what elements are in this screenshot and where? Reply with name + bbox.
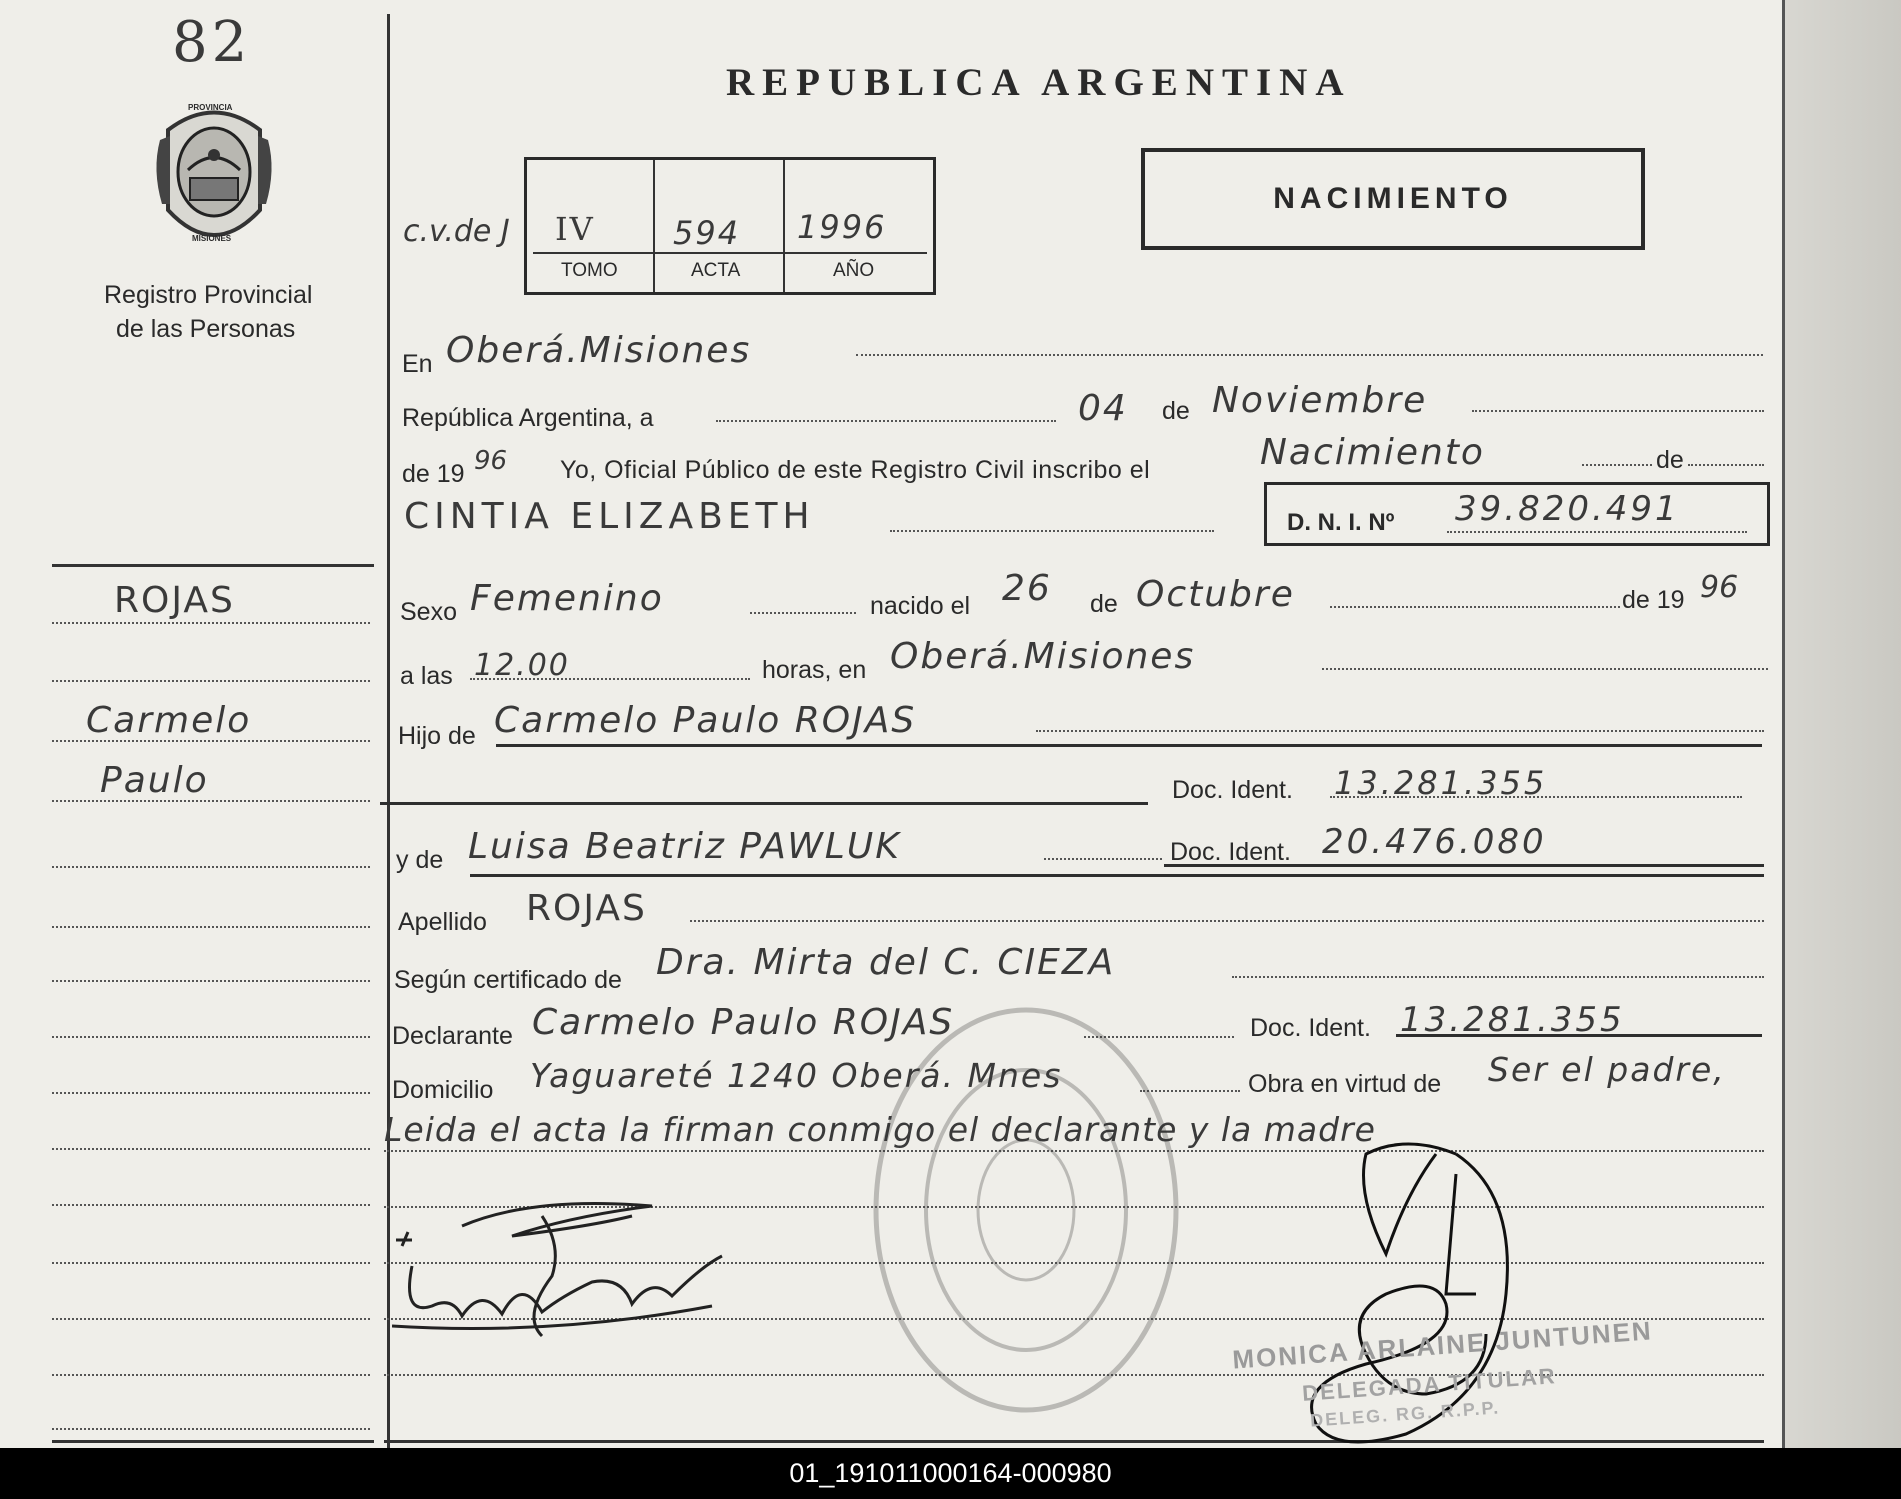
official-stamp-line3: DELEG. RG. R.P.P. <box>1309 1397 1501 1431</box>
margin-second-name: Paulo <box>100 760 209 801</box>
value-month: Noviembre <box>1212 380 1428 421</box>
value-mother-doc: 20.476.080 <box>1322 822 1547 862</box>
label-de-2: de <box>1656 446 1684 474</box>
value-name: CINTIA ELIZABETH <box>404 496 815 537</box>
label-doc-ident-1: Doc. Ident. <box>1172 776 1293 804</box>
ano-label: AÑO <box>833 260 875 281</box>
signature-mother-icon <box>392 1186 772 1346</box>
value-birth-day: 26 <box>1002 568 1052 609</box>
scan-id-footer: 01_191011000164-000980 <box>0 1448 1901 1499</box>
label-doc-ident-2: Doc. Ident. <box>1170 838 1291 866</box>
label-dni: D. N. I. Nº <box>1287 509 1395 536</box>
label-en: En <box>402 350 433 378</box>
label-horas-en: horas, en <box>762 656 867 684</box>
label-hijo-de: Hijo de <box>398 722 476 750</box>
value-day: 04 <box>1078 388 1128 429</box>
label-yo-oficial: Yo, Oficial Público de este Registro Civil inscribo el <box>560 456 1151 484</box>
value-surname: ROJAS <box>526 888 647 929</box>
label-de-3: de <box>1090 590 1118 618</box>
official-stamp-line2: DELEGADA TITULAR <box>1301 1363 1558 1406</box>
record-table <box>524 157 936 295</box>
acta-value: 594 <box>673 214 741 252</box>
value-address: Yaguareté 1240 Oberá. Mnes <box>530 1056 1063 1095</box>
label-a-las: a las <box>400 662 453 690</box>
value-mother: Luisa Beatriz PAWLUK <box>468 826 901 867</box>
value-birth-place: Oberá.Misiones <box>890 636 1196 677</box>
margin-separator <box>52 564 374 567</box>
label-domicilio: Domicilio <box>392 1076 494 1104</box>
value-declarant: Carmelo Paulo ROJAS <box>532 1002 955 1043</box>
value-declarant-doc: 13.281.355 <box>1400 1000 1625 1040</box>
value-act-type: Nacimiento <box>1260 432 1485 473</box>
value-birth-month: Octubre <box>1136 574 1295 615</box>
page-edge-shadow <box>1782 0 1901 1448</box>
label-republica-a: República Argentina, a <box>402 404 654 432</box>
act-type-box <box>1141 148 1645 250</box>
value-sex: Femenino <box>470 578 664 619</box>
value-closing: Leida el acta la firman conmigo el declarante y la madre <box>384 1110 1376 1149</box>
label-apellido: Apellido <box>398 908 487 936</box>
label-segun: Según certificado de <box>394 966 622 994</box>
official-stamp-line1: MONICA ARLAINE JUNTUNEN <box>1231 1315 1654 1375</box>
label-nacido-el: nacido el <box>870 592 971 620</box>
registry-name-line2: de las Personas <box>116 315 296 343</box>
acta-label: ACTA <box>691 260 741 281</box>
label-de-1: de <box>1162 397 1190 425</box>
value-year-suffix: 96 <box>474 446 508 476</box>
label-obra: Obra en virtud de <box>1248 1070 1442 1098</box>
margin-surname: ROJAS <box>114 580 235 621</box>
value-father: Carmelo Paulo ROJAS <box>494 700 917 741</box>
label-doc-ident-3: Doc. Ident. <box>1250 1014 1371 1042</box>
tomo-label: TOMO <box>561 260 618 281</box>
label-declarante: Declarante <box>392 1022 513 1050</box>
margin-first-name: Carmelo <box>86 700 252 741</box>
seal-top-text: PROVINCIA <box>188 103 233 112</box>
registry-name-line1: Registro Provincial <box>104 281 313 309</box>
label-sexo: Sexo <box>400 598 457 626</box>
value-by-virtue: Ser el padre, <box>1488 1050 1726 1089</box>
value-certificate-by: Dra. Mirta del C. CIEZA <box>656 942 1116 983</box>
value-place: Oberá.Misiones <box>446 330 752 371</box>
label-de-19: de 19 <box>402 460 465 488</box>
value-time: 12.00 <box>474 648 570 683</box>
label-y-de: y de <box>396 846 444 874</box>
label-de-19b: de 19 <box>1622 586 1685 614</box>
header-title: REPUBLICA ARGENTINA <box>726 61 1352 104</box>
value-father-doc: 13.281.355 <box>1334 764 1548 802</box>
ano-value: 1996 <box>797 208 887 246</box>
dni-box <box>1264 482 1770 546</box>
act-type-label: NACIMIENTO <box>1273 182 1513 215</box>
seal-bottom-text: MISIONES <box>192 234 232 243</box>
value-dni: 39.820.491 <box>1455 489 1680 529</box>
column-divider <box>387 14 390 1448</box>
tomo-value: IV <box>555 210 595 248</box>
page-number: 82 <box>172 10 252 75</box>
record-prefix-note: c.v.de J <box>403 214 510 249</box>
registry-stamp-icon <box>866 1000 1186 1420</box>
value-birth-year-suffix: 96 <box>1700 570 1739 605</box>
